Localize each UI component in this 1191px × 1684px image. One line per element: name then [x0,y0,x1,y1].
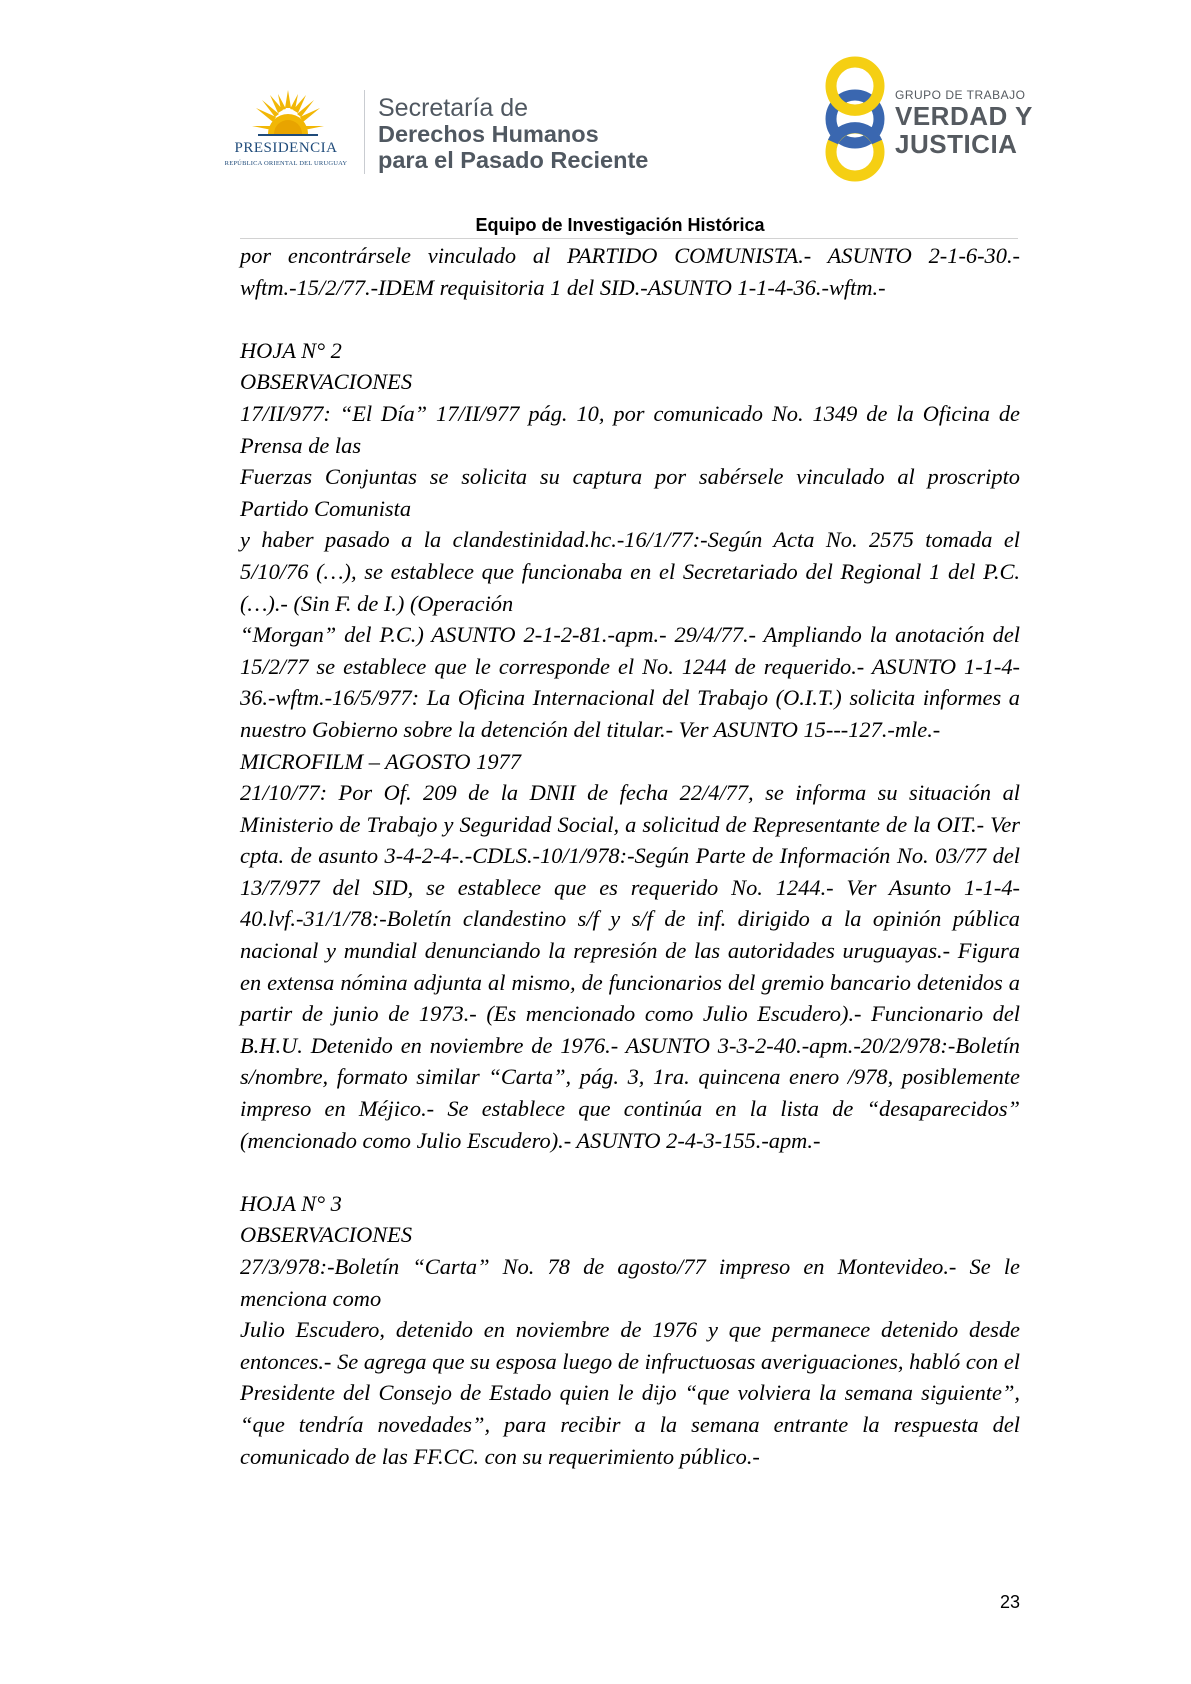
presidencia-name: PRESIDENCIA [234,140,338,156]
gtvj-line-2: VERDAD Y [895,101,1033,131]
verdad-justicia-text [895,88,1033,158]
paragraph-intro: por encontrársele vinculado al PARTIDO COMUNISTA.- ASUNTO 2-1-6-30.- wftm.-15/2/77.-IDEM requisitoria 1 del SID.-ASUNTO 1-1-4-36.-wftm.- [240,243,1020,300]
secretaria-line-2: Derechos Humanos [378,121,599,147]
presidencia-subtitle: REPÚBLICA ORIENTAL DEL URUGUAY [224,160,348,167]
secretaria-line-3: para el Pasado Reciente [378,147,649,173]
observaciones-heading: OBSERVACIONES [240,369,413,395]
paragraph-obs-2a: 27/3/978:-Boletín “Carta” No. 78 de agosto/77 impreso en Montevideo.- Se le menciona como [240,1254,1020,1311]
running-header-title: Equipo de Investigación Histórica [475,215,765,235]
gtvj-line-3: JUSTICIA [895,129,1018,159]
paragraph-obs-1a: 17/II/977: “El Día” 17/II/977 pág. 10, por comunicado No. 1349 de la Oficina de Prensa de las [240,400,1020,458]
section-heading-hoja-2: HOJA N° 2 [240,337,342,363]
verdad-justicia-logo [817,56,1037,182]
presidencia-logo [210,88,362,174]
paragraph-obs-1c: y haber pasado a la clandestinidad.hc.-16/1/77:-Según Acta No. 2575 tomada el 5/10/76 (…), se establece que funcionaba en el Secretariado del Regional 1 del P.C. (…).- (Sin F. de I.) (Operación [240,527,1020,616]
observaciones-heading: OBSERVACIONES [240,1222,413,1248]
secretaria-logo-text [378,95,648,173]
page-number: 23 [1000,1592,1021,1612]
paragraph-obs-1d: “Morgan” del P.C.) ASUNTO 2-1-2-81.-apm.- 29/4/77.- Ampliando la anotación del 15/2/77 se establece que le corresponde el No. 1244 de requerido.- ASUNTO 1-1-4-36.-wftm.-16/5/977: La Oficina Internacional del Trabajo (O.I.T.) solicita informes a nuestro Gobierno sobre la detención del titular.- Ver ASUNTO 15---127.-mle.- [240,622,1020,742]
microfilm-heading: MICROFILM – AGOSTO 1977 [240,748,521,774]
blank-line [240,303,1020,335]
secretaria-line-1: Secretaría de [378,94,529,122]
paragraph-obs-1b: Fuerzas Conjuntas se solicita su captura por sabérsele vinculado al proscripto Partido Comunista [240,464,1020,521]
section-heading-hoja-3: HOJA N° 3 [240,1190,342,1216]
header-rule [240,238,1018,239]
document-body [240,240,1020,1472]
gtvj-line-1: GRUPO DE TRABAJO [895,88,1026,102]
paragraph-microfilm: 21/10/77: Por Of. 209 de la DNII de fecha 22/4/77, se informa su situación al Ministerio de Trabajo y Seguridad Social, a solicitud de Representante de la OIT.- Ver cpta. de asunto 3-4-2-4-.-CDLS.-10/1/978:-Según Parte de Información No. 03/77 del 13/7/977 del SID, se establece que es requerido No. 1244.- Ver Asunto 1-1-4-40.lvf.-31/1/78:-Boletín clandestino s/f y s/f de inf. dirigido a la opinión pública nacional y mundial denunciando la represión de las autoridades uruguayas.- Figura en extensa nómina adjunta al mismo, de funcionarios del gremio bancario detenidos a partir de junio de 1973.- (Es mencionado como Julio Escudero).- Funcionario del B.H.U. Detenido en noviembre de 1976.- ASUNTO 3-3-2-40.-apm.-20/2/978:-Boletín s/nombre, formato similar “Carta”, pág. 3, 1ra. quincena enero /978, posiblemente impreso en Méjico.- Se establece que continúa en la lista de “desaparecidos” (mencionado como Julio Escudero).- ASUNTO 2-4-3-155.-apm.- [240,780,1020,1153]
paragraph-obs-2b: Julio Escudero, detenido en noviembre de 1976 y que permanece detenido desde entonces.- Se agrega que su esposa luego de infructuosas averiguaciones, habló con el Presidente del Consejo de Estado quien le dijo “que volviera la semana siguiente”, “que tendría novedades”, para recibir a la semana entrante la respuesta del comunicado de las FF.CC. con su requerimiento público.- [240,1317,1020,1469]
blank-line [240,1156,1020,1188]
sun-emblem-icon [250,88,326,140]
logo-divider [364,90,365,174]
linked-rings-icon [817,56,893,182]
